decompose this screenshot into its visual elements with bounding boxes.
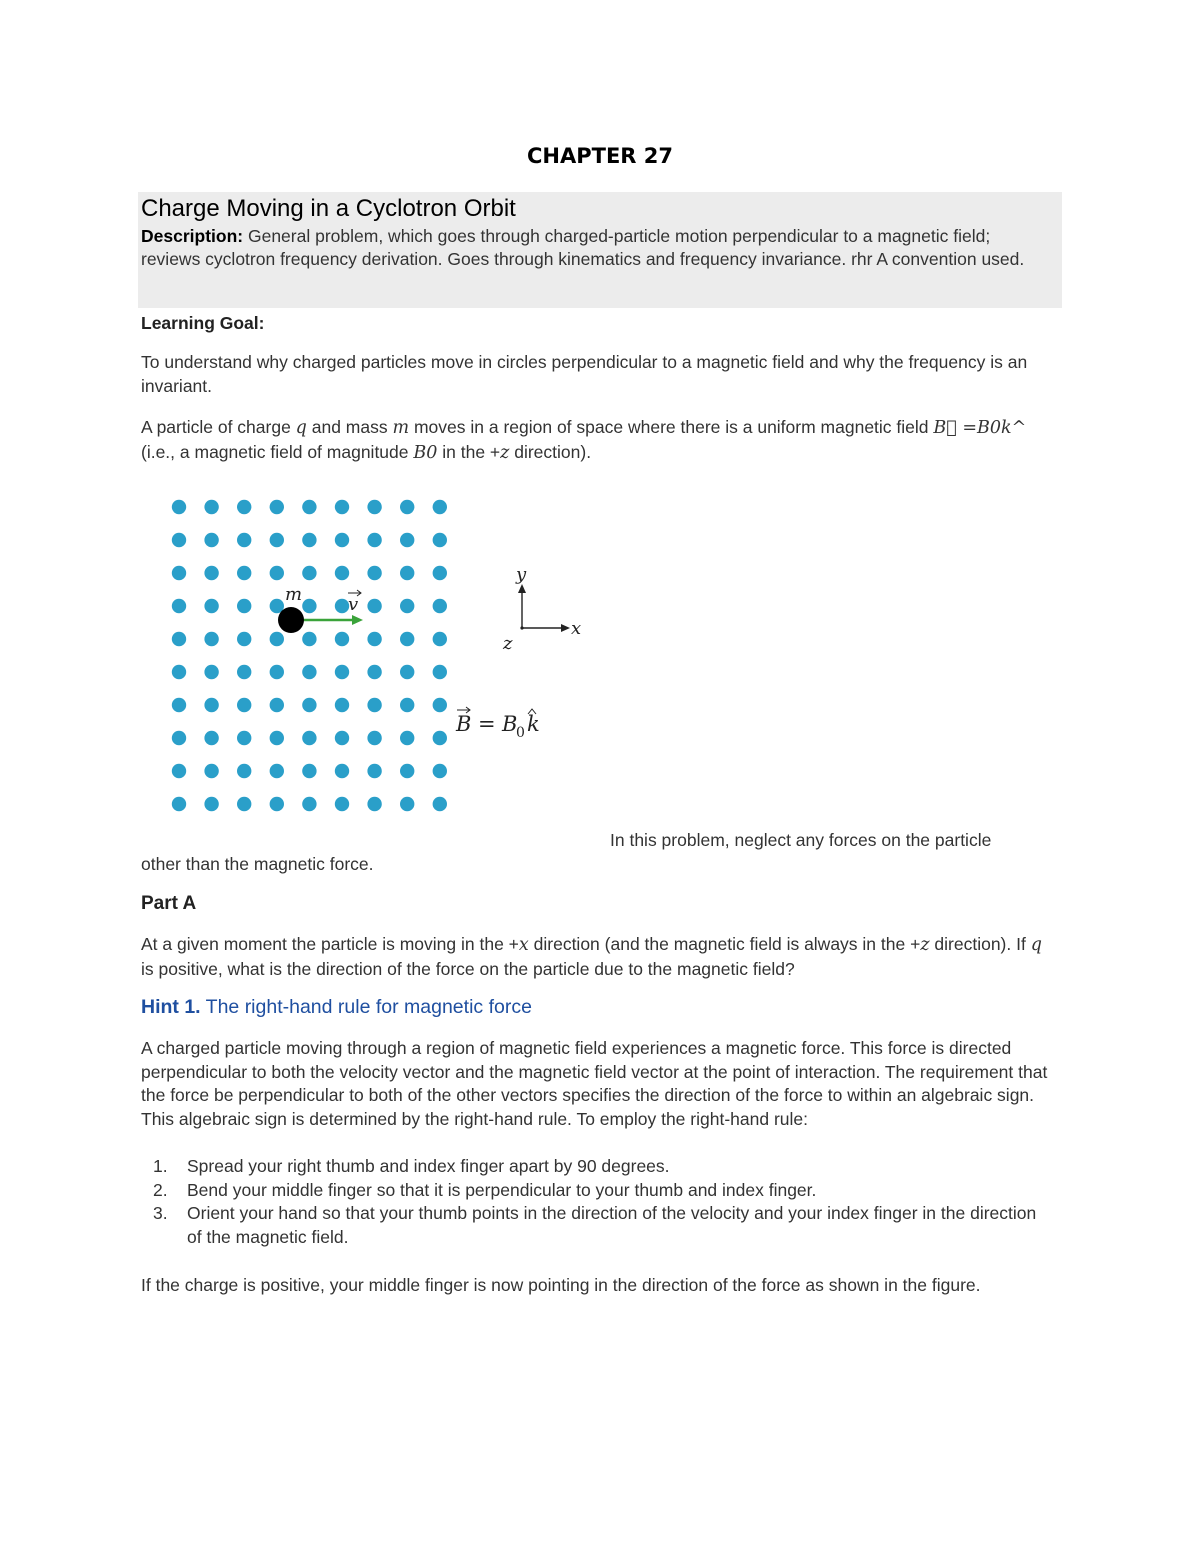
field-dot — [335, 533, 349, 547]
mass-label: m — [285, 584, 303, 605]
field-dot — [237, 533, 251, 547]
field-dot — [302, 731, 316, 745]
field-dot — [302, 764, 316, 778]
field-dot — [302, 533, 316, 547]
field-dot — [270, 731, 284, 745]
part-a-x: x — [518, 935, 529, 955]
part-a-t3: direction). If — [929, 934, 1031, 954]
var-b0: B0 — [413, 443, 438, 463]
hint-1-label: Hint 1. — [141, 996, 201, 1018]
field-dot — [400, 698, 414, 712]
field-dot — [204, 632, 218, 646]
rhr-steps-list — [141, 1155, 1041, 1249]
learning-goal-text: To understand why charged particles move in circles perpendicular to a magnetic field and why the frequency is an invariant. — [141, 352, 1028, 396]
var-z: z — [500, 443, 510, 463]
field-dot — [270, 764, 284, 778]
list-item: 3. Orient your hand so that your thumb points in the direction of the velocity and your index finger in the direction of the magnetic field. — [153, 1203, 1037, 1247]
field-dot — [367, 500, 381, 514]
field-dot — [237, 665, 251, 679]
part-a-q: q — [1030, 935, 1042, 955]
field-dot — [270, 797, 284, 811]
hint-1-title: The right-hand rule for magnetic force — [205, 996, 532, 1018]
field-dot — [302, 599, 316, 613]
field-k: k — [527, 712, 540, 736]
field-expression: B⃗ =B0k^ — [933, 418, 1027, 438]
field-dot — [400, 764, 414, 778]
field-dot — [172, 566, 186, 580]
description-label: Description: — [141, 226, 244, 246]
field-dot — [302, 632, 316, 646]
axis-z-dot — [520, 626, 523, 629]
intro-t3: moves in a region of space where there is a uniform magnetic field — [409, 417, 934, 437]
learning-goal-label: Learning Goal: — [141, 313, 265, 333]
part-a-t4: is positive, what is the direction of the force on the particle due to the magnetic field? — [141, 959, 795, 979]
chapter-heading: CHAPTER 27 — [526, 144, 673, 168]
field-dot — [172, 764, 186, 778]
problem-title: Charge Moving in a Cyclotron Orbit — [141, 195, 516, 222]
field-dot — [433, 500, 447, 514]
field-dot — [270, 566, 284, 580]
field-dot — [270, 665, 284, 679]
cyclotron-figure — [160, 490, 600, 820]
part-a-label: Part A — [141, 893, 197, 914]
field-dot — [367, 665, 381, 679]
field-dot — [335, 500, 349, 514]
field-dot — [204, 665, 218, 679]
field-dot — [367, 533, 381, 547]
magnetic-field-dots — [172, 500, 447, 811]
field-b: B — [456, 712, 472, 736]
intro-paragraph — [141, 415, 1051, 465]
field-dot — [433, 764, 447, 778]
field-dot — [204, 500, 218, 514]
var-m: m — [392, 418, 410, 438]
axis-y-label: y — [516, 564, 527, 585]
field-dot — [172, 665, 186, 679]
field-dot — [367, 797, 381, 811]
field-dot — [302, 566, 316, 580]
field-dot — [335, 566, 349, 580]
field-dot — [237, 599, 251, 613]
intro-t5: in the + — [437, 442, 501, 462]
problem-description — [141, 225, 1053, 271]
axis-z-label: z — [503, 633, 513, 654]
var-q: q — [295, 418, 307, 438]
list-item: 1. Spread your right thumb and index finger apart by 90 degrees. — [153, 1156, 670, 1176]
field-dot — [172, 731, 186, 745]
field-dot — [270, 500, 284, 514]
field-dot — [172, 599, 186, 613]
hint-1-heading[interactable] — [141, 996, 532, 1019]
field-dot — [204, 797, 218, 811]
field-dot — [400, 599, 414, 613]
field-dot — [433, 698, 447, 712]
field-dot — [367, 698, 381, 712]
part-a-question — [141, 932, 1051, 981]
hint-1-conclusion: If the charge is positive, your middle finger is now pointing in the direction of the force as shown in the figure. — [141, 1275, 981, 1295]
part-a-z: z — [920, 935, 930, 955]
description-text: General problem, which goes through charged-particle motion perpendicular to a magnetic field; reviews cyclotron frequency derivation. Goes through kinematics and frequency invariance. rhr A convention used. — [141, 226, 1025, 269]
field-dot — [400, 533, 414, 547]
field-dot — [302, 698, 316, 712]
field-dot — [172, 698, 186, 712]
list-item: 2. Bend your middle finger so that it is perpendicular to your thumb and index finger. — [153, 1179, 817, 1200]
field-dot — [172, 533, 186, 547]
field-dot — [433, 665, 447, 679]
field-dot — [204, 764, 218, 778]
field-dot — [270, 632, 284, 646]
field-dot — [302, 500, 316, 514]
field-equals: = — [478, 712, 496, 736]
part-a-t1: At a given moment the particle is moving in the + — [141, 934, 519, 954]
field-dot — [270, 698, 284, 712]
field-dot — [400, 665, 414, 679]
velocity-arrowhead — [352, 615, 363, 625]
field-dot — [335, 665, 349, 679]
coordinate-axes — [502, 564, 581, 654]
field-dot — [172, 797, 186, 811]
field-dot — [335, 731, 349, 745]
field-dot — [367, 566, 381, 580]
axis-x-label: x — [571, 618, 582, 639]
particle — [278, 607, 304, 633]
field-dot — [204, 599, 218, 613]
hint-1-body: A charged particle moving through a region of magnetic field experiences a magnetic force. This force is directed perpendicular to both the velocity vector and the magnetic field vector at the point of interaction. The requirement that the force be perpendicular to both of the other vectors specifies the direction of the force to within an algebraic sign. This algebraic sign is determined by the right-hand rule. To employ the right-hand rule: — [141, 1038, 1048, 1129]
field-dot — [237, 632, 251, 646]
field-dot — [204, 731, 218, 745]
field-dot — [400, 797, 414, 811]
field-dot — [237, 731, 251, 745]
field-dot — [302, 797, 316, 811]
field-dot — [237, 797, 251, 811]
velocity-label: v — [348, 594, 359, 615]
intro-t6: direction). — [509, 442, 592, 462]
field-dot — [433, 797, 447, 811]
field-dot — [433, 731, 447, 745]
field-dot — [204, 566, 218, 580]
field-dot — [335, 698, 349, 712]
neglect-text-a: In this problem, neglect any forces on the particle — [610, 830, 992, 850]
field-dot — [237, 566, 251, 580]
field-dot — [172, 632, 186, 646]
part-a-t2: direction (and the magnetic field is always in the + — [528, 934, 921, 954]
field-dot — [400, 731, 414, 745]
field-dot — [204, 533, 218, 547]
neglect-text-b: other than the magnetic force. — [141, 854, 374, 874]
field-dot — [335, 764, 349, 778]
field-dot — [335, 797, 349, 811]
field-dot — [270, 533, 284, 547]
field-dot — [172, 500, 186, 514]
field-label — [455, 707, 540, 741]
field-dot — [400, 500, 414, 514]
field-b0: B — [502, 712, 518, 736]
field-dot — [433, 599, 447, 613]
field-dot — [433, 632, 447, 646]
field-dot — [367, 764, 381, 778]
field-dot — [400, 632, 414, 646]
intro-t4: (i.e., a magnetic field of magnitude — [141, 442, 414, 462]
field-dot — [335, 632, 349, 646]
field-dot — [433, 533, 447, 547]
intro-t1: A particle of charge — [141, 417, 296, 437]
field-dot — [204, 698, 218, 712]
field-dot — [367, 599, 381, 613]
field-dot — [367, 731, 381, 745]
field-subscript: 0 — [516, 725, 525, 741]
field-dot — [237, 500, 251, 514]
field-dot — [237, 698, 251, 712]
field-dot — [302, 665, 316, 679]
intro-t2: and mass — [306, 417, 393, 437]
field-dot — [400, 566, 414, 580]
field-dot — [237, 764, 251, 778]
field-dot — [433, 566, 447, 580]
field-dot — [367, 632, 381, 646]
